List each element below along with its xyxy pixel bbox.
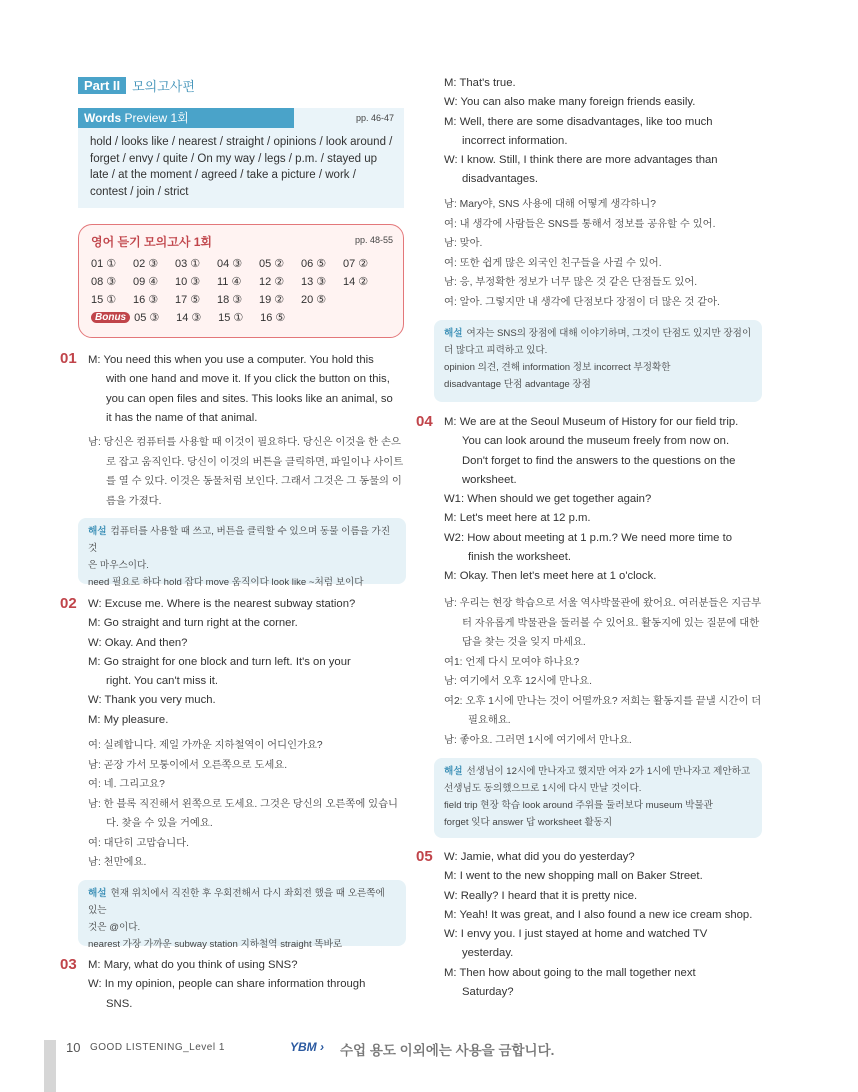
answer-cell: 04 ③ [217, 258, 243, 270]
dialogue-line: M: You need this when you use a computer. You hold this [88, 354, 374, 366]
translation-line: 남: 곧장 가서 모퉁이에서 오른쪽으로 도세요. [88, 759, 288, 771]
usage-notice: 수업 용도 이외에는 사용을 금합니다. [340, 1043, 555, 1058]
answer-cell: 16 ③ [133, 294, 159, 306]
answer-row [91, 255, 391, 273]
explanation-label: 해설 [444, 328, 463, 339]
answer-cell: 15 ① [91, 294, 117, 306]
dialogue-04 [444, 413, 764, 587]
dialogue-line: it has the name of that animal. [106, 411, 258, 424]
page-number: 10 [66, 1040, 81, 1055]
bonus-cell: 16 ⑤ [260, 312, 286, 324]
translation-line: 남: 좋아요. 그러면 1시에 여기에서 만나요. [444, 734, 632, 746]
dialogue-03 [88, 956, 408, 1014]
vocab: opinion 의견, 견해 information 정보 incorrect 부정확한 [444, 362, 671, 373]
translation-line: 름을 가졌다. [106, 495, 162, 507]
dialogue-line: M: My pleasure. [88, 713, 169, 726]
answer-cell: 03 ① [175, 258, 201, 270]
answer-key-pages: pp. 48-55 [354, 235, 393, 245]
vocab: forget 잊다 answer 답 worksheet 활동지 [444, 817, 613, 828]
dialogue-line: Don't forget to find the answers to the questions on the [462, 454, 736, 467]
translation-line: 여: 네. 그리고요? [88, 779, 165, 790]
answer-key-box [78, 224, 404, 338]
question-number: 01 [60, 350, 77, 367]
dialogue-line: yesterday. [462, 947, 514, 960]
translation-line: 여: 알아. 그렇지만 내 생각에 단점보다 장점이 더 많은 것 같아. [444, 296, 720, 308]
dialogue-line: W: Okay. And then? [88, 636, 188, 649]
dialogue-line: M: Then how about going to the mall together next [444, 966, 696, 979]
vocab: nearest 가장 가까운 subway station 지하철역 straight 똑바로 [88, 939, 343, 950]
bonus-cell: 14 ③ [176, 312, 202, 324]
translation-line: 남: 여기에서 오후 12시에 만나요. [444, 676, 592, 687]
dialogue-line: W: I know. Still, I think there are more advantages than [444, 154, 718, 167]
dialogue-line: W2: How about meeting at 1 p.m.? We need more time to [444, 531, 732, 544]
bonus-cell: 05 ③ [134, 312, 160, 324]
answer-cell: 02 ③ [133, 258, 159, 270]
translation-line: 답을 찾는 것을 잊지 마세요. [462, 637, 586, 648]
answer-grid [91, 255, 391, 324]
dialogue-line: W: Jamie, what did you do yesterday? [444, 851, 635, 863]
part-tag: Part II [78, 77, 126, 94]
dialogue-03-cont [444, 74, 764, 190]
translation-line: 남: 한 블록 직진해서 왼쪽으로 도세요. 그것은 당신의 오른쪽에 있습니 [88, 798, 398, 810]
words-preview-title: Words Preview 1회 [78, 108, 294, 128]
dialogue-line: SNS. [106, 997, 133, 1010]
translation-line: 남: 천만에요. [88, 857, 147, 868]
dialogue-line: M: Mary, what do you think of using SNS? [88, 959, 298, 971]
dialogue-line: W: Thank you very much. [88, 694, 216, 707]
translation-line: 여2: 오후 1시에 만나는 것이 어떨까요? 저희는 활동지를 끝낼 시간이 더 [444, 695, 762, 707]
answer-cell: 12 ② [259, 276, 285, 288]
explanation-02: 해설 현재 위치에서 직진한 후 우회전해서 다시 좌회전 했을 때 오른쪽에 있는 것은 @이다. nearest 가장 가까운 subway station 지하철역 straight 똑바로 [78, 880, 406, 946]
question-number: 02 [60, 595, 77, 612]
dialogue-line: finish the worksheet. [468, 551, 571, 564]
dialogue-line: worksheet. [462, 473, 517, 486]
words-preview-box [78, 108, 404, 208]
answer-row [91, 273, 391, 291]
translation-line: 남: 응, 부정확한 정보가 너무 많은 것 같은 단점들도 있어. [444, 277, 698, 288]
translation-line: 여: 실례합니다. 제일 가까운 지하철역이 어디인가요? [88, 740, 323, 751]
book-title: GOOD LISTENING_Level 1 [90, 1042, 225, 1053]
part-header [78, 76, 195, 95]
dialogue-line: You can look around the museum freely from now on. [462, 435, 730, 448]
answer-cell: 14 ② [343, 276, 369, 288]
answer-cell: 08 ③ [91, 276, 117, 288]
translation-line: 남: 우리는 현장 학습으로 서울 역사박물관에 왔어요. 여러분들은 지금부 [444, 598, 762, 609]
translation-line: 여: 또한 쉽게 많은 외국인 친구들을 사귈 수 있어. [444, 257, 662, 269]
translation-line: 터 자유롭게 박물관을 둘러볼 수 있어요. 활동지에 있는 질문에 대한 [462, 617, 760, 629]
words-preview-list: hold / looks like / nearest / straight / opinions / look around / forget / envy / quite / On my way / legs / p.m. / stayed up late / at the moment / agreed / take a picture / work / contest / join / strict [90, 136, 393, 198]
translation-line: 남: 맞아. [444, 238, 483, 249]
dialogue-line: M: I went to the new shopping mall on Baker Street. [444, 870, 703, 883]
translation-02 [88, 736, 406, 873]
explanation-label: 해설 [88, 888, 107, 899]
question-number: 04 [416, 413, 433, 430]
bonus-row [91, 311, 391, 324]
vocab: field trip 현장 학습 look around 주위를 둘러보다 museum 박물관 [444, 800, 713, 811]
answer-cell: 09 ④ [133, 276, 159, 288]
answer-cell: 20 ⑤ [301, 294, 327, 306]
translation-line: 남: Mary야, SNS 사용에 대해 어떻게 생각하니? [444, 199, 656, 210]
answer-cell: 07 ② [343, 258, 369, 270]
dialogue-line: M: Okay. Then let's meet here at 1 o'clock. [444, 570, 657, 583]
translation-line: 여: 내 생각에 사람들은 SNS를 통해서 정보를 공유할 수 있어. [444, 218, 716, 230]
answer-cell: 01 ① [91, 258, 117, 270]
dialogue-line: Saturday? [462, 986, 514, 999]
footer-bar [44, 1040, 56, 1092]
answer-cell: 10 ③ [175, 276, 201, 288]
dialogue-line: M: That's true. [444, 77, 516, 89]
dialogue-line: M: We are at the Seoul Museum of History for our field trip. [444, 416, 739, 428]
explanation-label: 해설 [88, 526, 107, 537]
answer-cell: 13 ③ [301, 276, 327, 288]
dialogue-line: W: I envy you. I just stayed at home and watched TV [444, 928, 708, 941]
page-footer [0, 1040, 858, 1092]
dialogue-line: M: Well, there are some disadvantages, like too much [444, 115, 713, 128]
bonus-tag: Bonus [91, 312, 130, 323]
dialogue-02 [88, 595, 408, 730]
translation-04 [444, 594, 764, 750]
explanation-label: 해설 [444, 766, 463, 777]
question-number: 05 [416, 848, 433, 865]
translation-line: 를 열 수 있다. 이것은 동물처럼 보인다. 그래서 그것은 그 동물의 이 [106, 476, 402, 487]
dialogue-05 [444, 848, 764, 1002]
publisher-logo: YBM › [290, 1040, 324, 1054]
dialogue-line: W: In my opinion, people can share information through [88, 978, 366, 991]
dialogue-line: M: Go straight for one block and turn left. It's on your [88, 655, 351, 668]
dialogue-line: with one hand and move it. If you click the button on this, [106, 373, 390, 386]
translation-line: 남: 당신은 컴퓨터를 사용할 때 이것이 필요하다. 당신은 이것을 한 손으 [88, 437, 401, 448]
dialogue-line: right. You can't miss it. [106, 675, 219, 688]
vocab: disadvantage 단점 advantage 장점 [444, 379, 591, 390]
answer-cell: 06 ⑤ [301, 258, 327, 270]
dialogue-line: W: Really? I heard that it is pretty nice. [444, 889, 638, 902]
translation-01 [88, 433, 406, 511]
dialogue-line: incorrect information. [462, 134, 568, 147]
translation-line: 여1: 언제 다시 모여야 하나요? [444, 656, 580, 668]
answer-row [91, 291, 391, 309]
translation-line: 로 잡고 움직인다. 당신이 이것의 버튼을 클릭하면, 파일이나 사이트 [106, 456, 404, 468]
vocab: need 필요로 하다 hold 잡다 move 움직이다 look like ~처럼 보이다 [88, 577, 364, 588]
words-preview-pages: pp. 46-47 [355, 113, 394, 123]
translation-line: 필요해요. [468, 715, 511, 726]
dialogue-line: W: Excuse me. Where is the nearest subway station? [88, 598, 356, 610]
explanation-04: 해설 선생님이 12시에 만나자고 했지만 여자 2가 1시에 만나자고 제안하고 선생님도 동의했으므로 1시에 다시 만날 것이다. field trip 현장 학습 look around 주위를 둘러보다 museum 박물관 forget 잊다 answer 답 worksheet 활동지 [434, 758, 762, 838]
bonus-cell: 15 ① [218, 312, 244, 324]
dialogue-line: W1: When should we get together again? [444, 493, 652, 506]
translation-03 [444, 195, 764, 312]
answer-cell: 19 ② [259, 294, 285, 306]
translation-line: 여: 대단히 고맙습니다. [88, 837, 189, 849]
answer-cell: 11 ④ [217, 276, 242, 288]
part-title: 모의고사편 [132, 79, 195, 94]
answer-cell: 18 ③ [217, 294, 243, 306]
translation-line: 다. 찾을 수 있을 거예요. [106, 818, 213, 829]
explanation-03: 해설 여자는 SNS의 장점에 대해 이야기하며, 그것이 단점도 있지만 장점이 더 많다고 피력하고 있다. opinion 의견, 견해 information 정보 incorrect 부정확한 disadvantage 단점 advantage 장점 [434, 320, 762, 402]
dialogue-01 [88, 351, 408, 428]
answer-cell: 17 ⑤ [175, 294, 201, 306]
dialogue-line: W: You can also make many foreign friends easily. [444, 96, 696, 109]
dialogue-line: M: Yeah! It was great, and I also found a new ice cream shop. [444, 908, 753, 921]
dialogue-line: M: Let's meet here at 12 p.m. [444, 512, 591, 525]
question-number: 03 [60, 956, 77, 973]
answer-key-title: 영어 듣기 모의고사 1회 [91, 235, 213, 249]
dialogue-line: you can open files and sites. This looks like an animal, so [106, 392, 393, 405]
dialogue-line: M: Go straight and turn right at the corner. [88, 617, 298, 630]
dialogue-line: disadvantages. [462, 173, 538, 186]
explanation-01: 해설 컴퓨터를 사용할 때 쓰고, 버튼을 클릭할 수 있으며 동물 이름을 가진 것 은 마우스이다. need 필요로 하다 hold 잡다 move 움직이다 look like ~처럼 보이다 [78, 518, 406, 584]
answer-cell: 05 ② [259, 258, 285, 270]
